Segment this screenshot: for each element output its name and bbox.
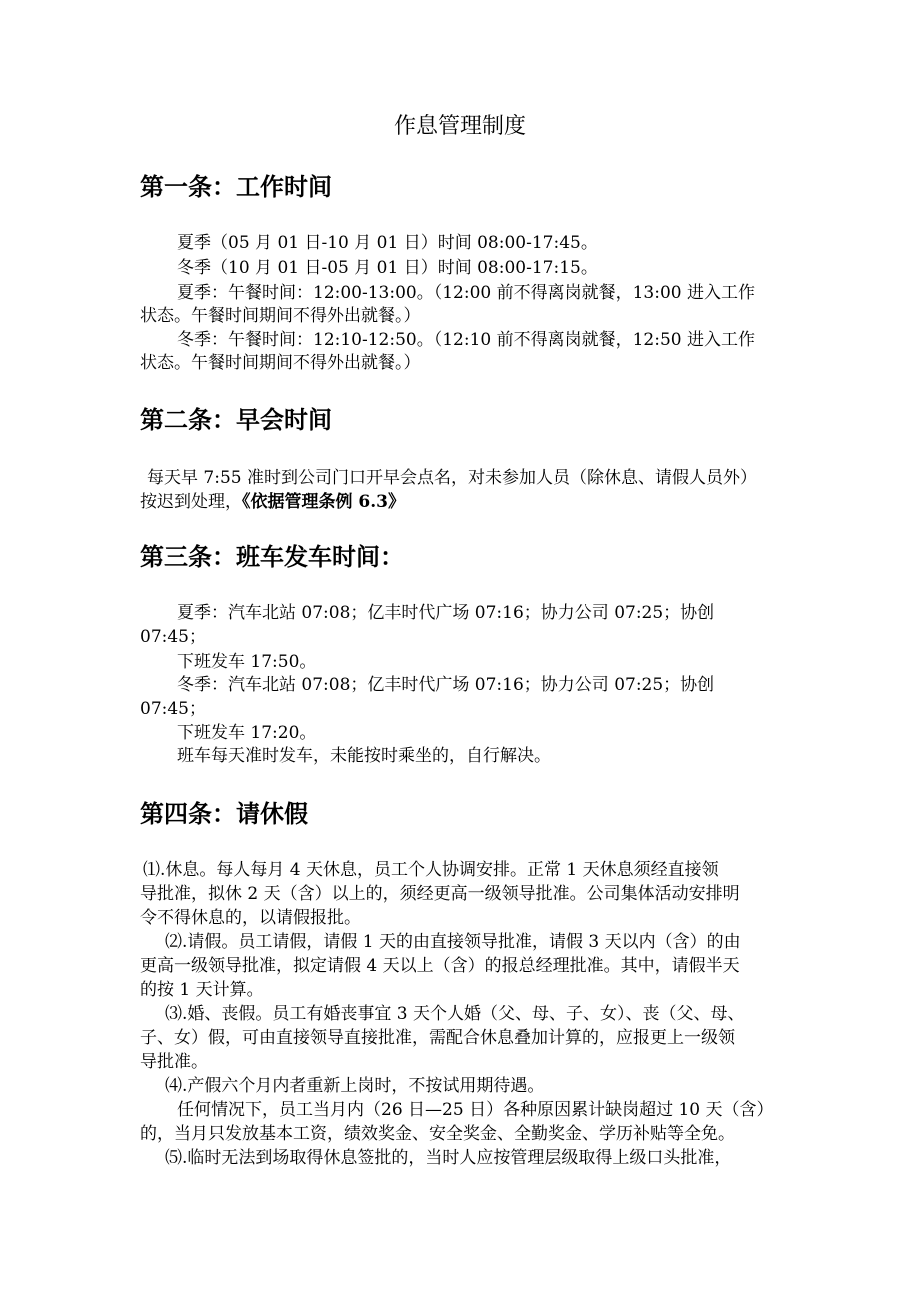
section-1-line: 冬季（10 月 01 日-05 月 01 日）时间 08:00-17:15。 (177, 258, 598, 278)
section-2-text: 按迟到处理， (140, 492, 242, 512)
section-3-line: 07:45； (140, 699, 206, 719)
section-4-line: ⑸.临时无法到场取得休息签批的，当时人应按管理层级取得上级口头批准， (165, 1148, 732, 1168)
section-2-line: 每天早 7:55 准时到公司门口开早会点名，对未参加人员（除休息、请假人员外） (147, 468, 757, 488)
section-2-heading: 第二条：早会时间 (140, 406, 332, 434)
section-3-line: 冬季：汽车北站 07:08；亿丰时代广场 07:16；协力公司 07:25；协创 (177, 675, 715, 695)
section-4-line: ⑷.产假六个月内者重新上岗时，不按试用期待遇。 (165, 1076, 545, 1096)
section-4-line: ⑶.婚、丧假。员工有婚丧事宜 3 天个人婚（父、母、子、女）、丧（父、母、 (165, 1004, 745, 1024)
section-3-line: 下班发车 17:50。 (177, 652, 317, 672)
document-title: 作息管理制度 (393, 114, 526, 139)
section-1-heading: 第一条：工作时间 (140, 173, 332, 201)
section-1-line: 冬季：午餐时间：12:10-12:50。（12:10 前不得离岗就餐，12:50 进入工作 (177, 330, 756, 350)
section-3-line: 夏季：汽车北站 07:08；亿丰时代广场 07:16；协力公司 07:25；协创 (177, 603, 715, 623)
section-4-line: ⑴.休息。每人每月 4 天休息，员工个人协调安排。正常 1 天休息须经直接领 (143, 860, 719, 880)
section-1-line: 夏季：午餐时间：12:00-13:00。（12:00 前不得离岗就餐，13:00 进入工作 (177, 283, 756, 303)
section-1-line: 状态。午餐时间期间不得外出就餐。） (140, 353, 421, 373)
regulation-reference: 《依据管理条例 6.3》 (242, 492, 405, 512)
section-4-line: 更高一级领导批准，拟定请假 4 天以上（含）的报总经理批准。其中，请假半天 (140, 956, 740, 976)
section-3-line: 班车每天准时发车，未能按时乘坐的，自行解决。 (177, 746, 551, 766)
section-2-line (140, 490, 405, 514)
section-4-line: 的按 1 天计算。 (140, 980, 264, 1000)
section-4-line: 子、女）假，可由直接领导直接批准，需配合休息叠加计算的，应报更上一级领 (140, 1028, 735, 1048)
section-4-line: 令不得休息的，以请假报批。 (140, 908, 361, 928)
section-3-line: 07:45； (140, 627, 206, 647)
section-4-line: ⑵.请假。员工请假，请假 1 天的由直接领导批准，请假 3 天以内（含）的由 (165, 932, 741, 952)
section-4-line: 任何情况下，员工当月内（26 日—25 日）各种原因累计缺岗超过 10 天（含） (177, 1100, 774, 1120)
section-3-heading: 第三条：班车发车时间： (140, 543, 404, 571)
section-4-heading: 第四条：请休假 (140, 800, 308, 828)
section-1-line: 状态。午餐时间期间不得外出就餐。） (140, 306, 421, 326)
section-3-line: 下班发车 17:20。 (177, 723, 317, 743)
section-4-line: 导批准，拟休 2 天（含）以上的，须经更高一级领导批准。公司集体活动安排明 (140, 884, 740, 904)
section-1-line: 夏季（05 月 01 日-10 月 01 日）时间 08:00-17:45。 (177, 233, 598, 253)
section-4-line: 导批准。 (140, 1052, 208, 1072)
section-4-line: 的，当月只发放基本工资，绩效奖金、安全奖金、全勤奖金、学历补贴等全免。 (140, 1124, 735, 1144)
